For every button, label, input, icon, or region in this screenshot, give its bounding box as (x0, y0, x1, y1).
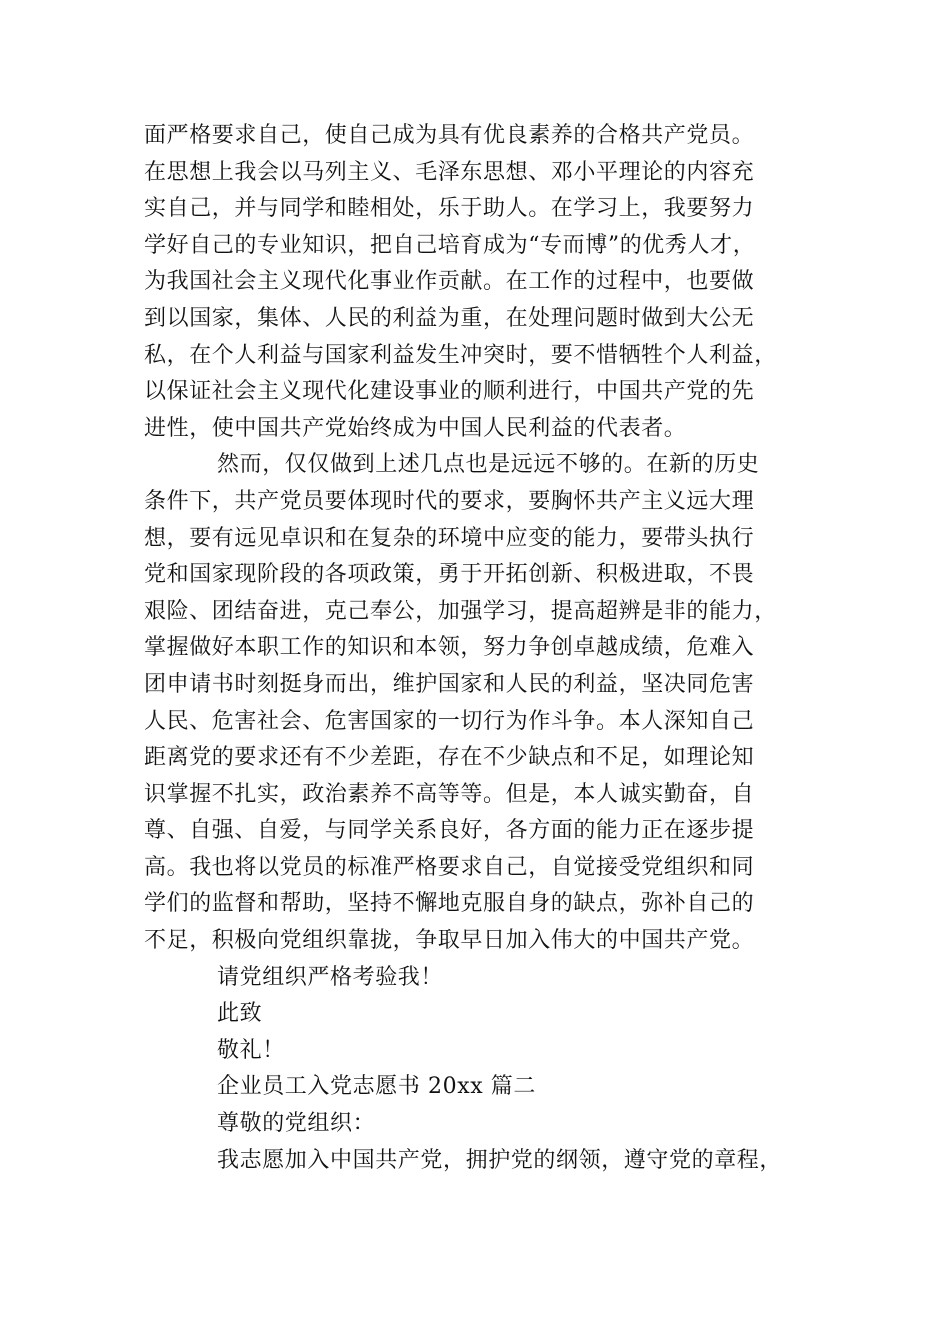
text-line: 尊、自强、自爱，与同学关系良好，各方面的能力正在逐步提 (144, 818, 755, 844)
text-line: 为我国社会主义现代化事业作贡献。在工作的过程中，也要做 (144, 269, 755, 295)
text-line: 距离党的要求还有不少差距，存在不少缺点和不足，如理论知 (144, 745, 755, 771)
text-line: 不足，积极向党组织靠拢，争取早日加入伟大的中国共产党。 (144, 928, 755, 954)
text-line: 团申请书时刻挺身而出，维护国家和人民的利益，坚决同危害 (144, 671, 755, 697)
document-body (144, 118, 804, 1179)
text-line: 以保证社会主义现代化建设事业的顺利进行，中国共产党的先 (144, 379, 755, 405)
text-line: 高。我也将以党员的标准严格要求自己，自觉接受党组织和同 (144, 854, 755, 880)
text-line: 进性，使中国共产党始终成为中国人民利益的代表者。 (144, 415, 687, 441)
text-line: 面严格要求自己，使自己成为具有优良素养的合格共产党员。 (144, 123, 755, 148)
text-line: 到以国家，集体、人民的利益为重，在处理问题时做到大公无 (144, 305, 755, 331)
text-line: 艰险、团结奋进，克己奉公，加强学习，提高超辨是非的能力， (144, 598, 777, 624)
text-line: 实自己，并与同学和睦相处，乐于助人。在学习上，我要努力 (144, 196, 755, 222)
text-line: 想，要有远见卓识和在复杂的环境中应变的能力，要带头执行 (144, 525, 755, 551)
text-line: 条件下，共产党员要体现时代的要求，要胸怀共产主义远大理 (144, 488, 755, 514)
salutation-line: 敬礼！ (217, 1037, 285, 1063)
text-line: 私，在个人利益与国家利益发生冲突时，要不惜牺牲个人利益， (144, 342, 777, 368)
salutation-line: 此致 (217, 1001, 263, 1027)
closing-request-line: 请党组织严格考验我！ (217, 964, 444, 990)
greeting-line: 尊敬的党组织： (217, 1111, 376, 1137)
text-line: 学们的监督和帮助，坚持不懈地克服自身的缺点，弥补自己的 (144, 891, 755, 917)
paragraph-start-line: 我志愿加入中国共产党，拥护党的纲领，遵守党的章程， (217, 1147, 783, 1173)
text-line: 学好自己的专业知识，把自己培育成为“专而博”的优秀人才， (144, 232, 756, 258)
section-title: 企业员工入党志愿书 20xx 篇二 (217, 1074, 536, 1100)
text-line: 人民、危害社会、危害国家的一切行为作斗争。本人深知自己 (144, 708, 755, 734)
paragraph-start-line: 然而，仅仅做到上述几点也是远远不够的。在新的历史 (217, 452, 760, 478)
text-line: 在思想上我会以马列主义、毛泽东思想、邓小平理论的内容充 (144, 159, 755, 185)
text-line: 党和国家现阶段的各项政策，勇于开拓创新、积极进取，不畏 (144, 562, 755, 588)
text-line: 掌握做好本职工作的知识和本领，努力争创卓越成绩，危难入 (144, 635, 755, 661)
text-line: 识掌握不扎实，政治素养不高等等。但是，本人诚实勤奋，自 (144, 781, 755, 807)
